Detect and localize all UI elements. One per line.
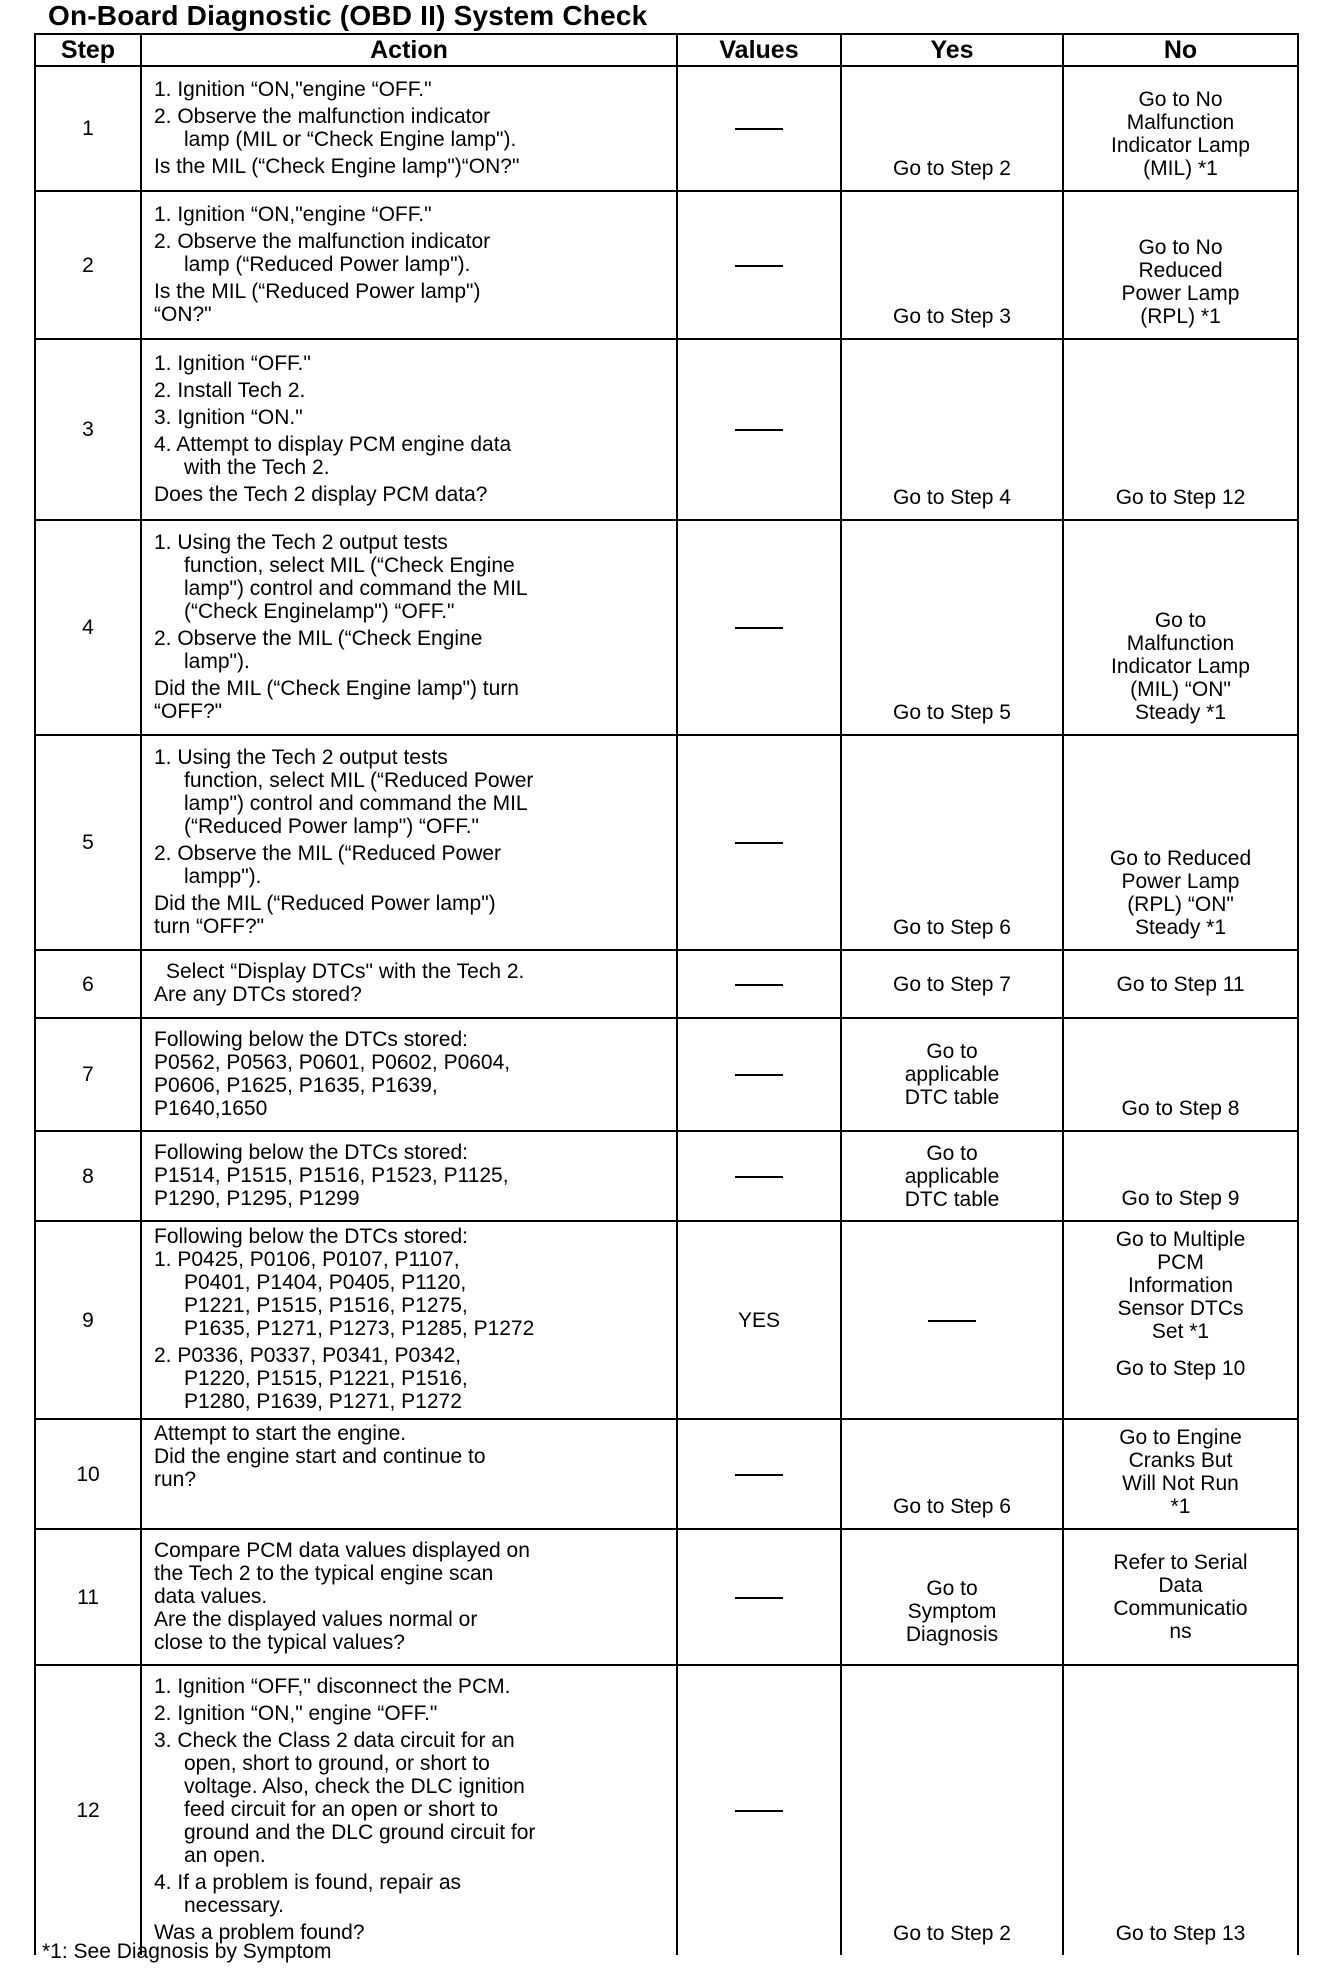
values-cell [677, 735, 841, 950]
yes-cell [841, 339, 1063, 520]
no-text: (RPL) “ON" [1127, 893, 1234, 916]
action-line: Is the MIL (“Check Engine lamp")“ON?" [154, 154, 520, 178]
no-text: ns [1169, 1620, 1192, 1643]
action-line: 4. If a problem is found, repair as [154, 1871, 461, 1894]
action-line: lamp") control and command the MIL [184, 576, 528, 600]
yes-text: Go to Step 2 [893, 1922, 1011, 1945]
table-row [35, 520, 1298, 735]
yes-cell [841, 950, 1063, 1018]
action-line: Following below the DTCs stored: [154, 1225, 468, 1248]
action-line: Is the MIL (“Reduced Power lamp") [154, 279, 481, 303]
no-cell [1063, 1131, 1298, 1221]
action-line: run? [154, 1468, 197, 1491]
action-line: 1. Ignition “ON,"engine “OFF." [154, 202, 432, 226]
action-line: Did the MIL (“Check Engine lamp") turn [154, 676, 519, 700]
no-text: Information [1127, 1274, 1234, 1297]
step-number: 2 [35, 191, 141, 339]
step-number: 3 [35, 339, 141, 520]
step-number: 12 [35, 1665, 141, 1955]
table-header-row [35, 34, 1298, 66]
action-line: with the Tech 2. [184, 455, 330, 479]
dash-mark [735, 1597, 783, 1599]
action-line: 2. P0336, P0337, P0341, P0342, [154, 1344, 462, 1367]
no-text: Will Not Run [1122, 1472, 1239, 1495]
no-cell [1063, 1529, 1298, 1665]
yes-cell [841, 191, 1063, 339]
yes-cell [841, 1419, 1063, 1529]
values-cell [677, 191, 841, 339]
action-line: P1220, P1515, P1221, P1516, [184, 1367, 468, 1390]
yes-text: Diagnosis [905, 1622, 999, 1646]
action-line: 2. Install Tech 2. [154, 378, 306, 402]
dash-mark [735, 1810, 783, 1812]
action-line: P1640,1650 [154, 1096, 268, 1120]
action-line: function, select MIL (“Check Engine [184, 553, 515, 577]
yes-text: applicable [904, 1063, 1000, 1086]
values-cell [677, 1131, 841, 1221]
step-number: 11 [35, 1529, 141, 1665]
action-cell [141, 735, 677, 950]
action-line: (“Reduced Power lamp") “OFF." [184, 814, 479, 838]
values-cell: YES [677, 1221, 841, 1419]
no-text: (MIL) “ON" [1130, 678, 1231, 701]
action-line: data values. [154, 1584, 268, 1608]
dash-mark [735, 627, 783, 629]
page-title: On-Board Diagnostic (OBD II) System Check [48, 0, 648, 31]
action-line: Does the Tech 2 display PCM data? [154, 482, 488, 506]
action-cell [141, 191, 677, 339]
action-cell [141, 520, 677, 735]
action-line: 2. Ignition “ON," engine “OFF." [154, 1702, 438, 1725]
no-text: Reduced [1138, 259, 1223, 282]
values-cell [677, 520, 841, 735]
table-row [35, 339, 1298, 520]
table-row [35, 1018, 1298, 1131]
action-line: 3. Check the Class 2 data circuit for an [154, 1729, 515, 1752]
action-cell [141, 950, 677, 1018]
action-line: Did the MIL (“Reduced Power lamp") [154, 891, 496, 915]
no-text: *1 [1170, 1495, 1191, 1518]
yes-text: Go to Step 2 [893, 157, 1011, 180]
no-text: Refer to Serial [1113, 1551, 1248, 1574]
obd-system-check-table [34, 33, 1299, 1955]
yes-text: DTC table [904, 1187, 1000, 1211]
action-line: voltage. Also, check the DLC ignition [184, 1775, 525, 1798]
no-text: Go to Step 8 [1121, 1097, 1240, 1120]
yes-text: Go to Step 6 [893, 1495, 1011, 1518]
yes-cell [841, 520, 1063, 735]
action-cell [141, 1221, 677, 1419]
action-line: Are the displayed values normal or [154, 1607, 478, 1631]
action-line: feed circuit for an open or short to [184, 1798, 499, 1821]
no-text: Indicator Lamp [1111, 134, 1250, 157]
no-text: Steady *1 [1134, 916, 1227, 939]
action-cell [141, 1665, 677, 1955]
yes-text: Go to [926, 1576, 978, 1600]
footnote: *1: See Diagnosis by Symptom [42, 1940, 332, 1963]
action-line: 2. Observe the MIL (“Reduced Power [154, 841, 502, 865]
yes-cell [841, 1018, 1063, 1131]
action-line: P1514, P1515, P1516, P1523, P1125, [154, 1163, 509, 1187]
no-text: Go to Step 10 [1115, 1357, 1246, 1380]
no-text: Set *1 [1151, 1320, 1210, 1343]
values-cell [677, 1529, 841, 1665]
dash-mark [735, 984, 783, 986]
action-line: P0606, P1625, P1635, P1639, [154, 1073, 438, 1097]
action-line: lampp"). [184, 864, 262, 888]
yes-text: DTC table [904, 1086, 1000, 1109]
no-cell [1063, 735, 1298, 950]
dash-mark [735, 1176, 783, 1178]
no-text: Go to No [1138, 236, 1223, 259]
action-line: Did the engine start and continue to [154, 1445, 486, 1468]
action-line: lamp (“Reduced Power lamp"). [184, 252, 471, 276]
action-line: 2. Observe the malfunction indicator [154, 229, 491, 253]
no-text: Go to Multiple [1115, 1228, 1246, 1251]
yes-text: Go to [926, 1040, 978, 1063]
action-line: 1. P0425, P0106, P0107, P1107, [154, 1248, 460, 1271]
no-text: (MIL) *1 [1143, 157, 1218, 180]
no-text: Go to Step 9 [1121, 1187, 1240, 1210]
action-cell [141, 1529, 677, 1665]
table-row [35, 735, 1298, 950]
values-cell [677, 1665, 841, 1955]
step-number: 1 [35, 66, 141, 191]
action-line: P1290, P1295, P1299 [154, 1186, 360, 1210]
no-text: Communicatio [1113, 1597, 1248, 1620]
action-line: 2. Observe the MIL (“Check Engine [154, 626, 483, 650]
table-row [35, 191, 1298, 339]
yes-cell [841, 1131, 1063, 1221]
yes-text: Go to Step 5 [893, 701, 1011, 724]
action-line: 1. Ignition “OFF." [154, 351, 311, 375]
no-text: Malfunction [1126, 632, 1235, 655]
action-line: P1280, P1639, P1271, P1272 [184, 1390, 462, 1413]
yes-text: Go to [926, 1141, 978, 1165]
action-line: P0401, P1404, P0405, P1120, [184, 1271, 467, 1294]
no-text: Power Lamp [1121, 282, 1240, 305]
table-row [35, 950, 1298, 1018]
yes-text: Symptom [907, 1599, 997, 1623]
no-text: Go to Step 13 [1115, 1922, 1246, 1945]
action-line: ground and the DLC ground circuit for [184, 1821, 536, 1844]
table-row [35, 1529, 1298, 1665]
no-text: Go to Step 12 [1115, 486, 1246, 509]
step-number: 9 [35, 1221, 141, 1419]
values-cell [677, 950, 841, 1018]
values-cell [677, 1419, 841, 1529]
no-cell [1063, 66, 1298, 191]
no-cell [1063, 1419, 1298, 1529]
action-line: close to the typical values? [154, 1630, 405, 1654]
yes-text: Go to Step 6 [893, 916, 1011, 939]
action-line: Select “Display DTCs" with the Tech 2. [166, 960, 525, 983]
table-row [35, 1419, 1298, 1529]
action-cell [141, 1419, 677, 1529]
no-cell [1063, 1018, 1298, 1131]
action-line: P0562, P0563, P0601, P0602, P0604, [154, 1050, 511, 1074]
step-number: 10 [35, 1419, 141, 1529]
action-line: lamp"). [184, 649, 250, 673]
action-line: (“Check Enginelamp") “OFF." [184, 599, 455, 623]
action-line: 1. Using the Tech 2 output tests [154, 530, 448, 554]
yes-cell [841, 735, 1063, 950]
action-line: 1. Using the Tech 2 output tests [154, 745, 448, 769]
dash-mark [735, 265, 783, 267]
action-line: open, short to ground, or short to [184, 1752, 490, 1775]
yes-text: Go to Step 3 [893, 305, 1011, 328]
action-cell [141, 1131, 677, 1221]
dash-mark [735, 842, 783, 844]
dash-mark [735, 1074, 783, 1076]
header-no: No [1063, 34, 1298, 66]
action-line: an open. [184, 1844, 266, 1867]
no-text: (RPL) *1 [1140, 305, 1221, 328]
dash-mark [735, 429, 783, 431]
yes-cell [841, 1221, 1063, 1419]
action-line: Was a problem found? [154, 1921, 365, 1944]
action-line: lamp") control and command the MIL [184, 791, 528, 815]
dash-mark [735, 128, 783, 130]
action-line: necessary. [184, 1894, 284, 1917]
no-text: Indicator Lamp [1111, 655, 1250, 678]
no-cell [1063, 1665, 1298, 1955]
action-line: the Tech 2 to the typical engine scan [154, 1561, 494, 1585]
action-line: 4. Attempt to display PCM engine data [154, 432, 512, 456]
no-text: Sensor DTCs [1117, 1297, 1244, 1320]
yes-text: Go to Step 4 [893, 486, 1011, 509]
action-line: P1635, P1271, P1273, P1285, P1272 [184, 1317, 535, 1340]
no-text: PCM [1157, 1251, 1204, 1274]
no-text: Go to Step 11 [1116, 972, 1245, 996]
action-line: Following below the DTCs stored: [154, 1027, 468, 1051]
yes-cell [841, 66, 1063, 191]
no-cell [1063, 1221, 1298, 1419]
action-line: Compare PCM data values displayed on [154, 1538, 530, 1562]
step-number: 7 [35, 1018, 141, 1131]
values-cell [677, 66, 841, 191]
action-line: “ON?" [154, 302, 212, 326]
action-line: function, select MIL (“Reduced Power [184, 768, 534, 792]
header-values: Values [677, 34, 841, 66]
yes-text: applicable [904, 1164, 1000, 1188]
no-text: Steady *1 [1134, 701, 1227, 724]
table-row [35, 1221, 1298, 1419]
header-action: Action [141, 34, 677, 66]
action-line: Following below the DTCs stored: [154, 1140, 468, 1164]
action-line: “OFF?" [154, 699, 223, 723]
no-text: Go to Engine [1119, 1426, 1242, 1449]
no-text: Malfunction [1126, 111, 1235, 134]
dash-mark [928, 1320, 976, 1322]
no-text: Go to No [1138, 88, 1223, 111]
action-line: turn “OFF?" [154, 914, 265, 938]
action-line: Are any DTCs stored? [154, 983, 362, 1006]
yes-text: Go to Step 7 [893, 972, 1011, 996]
no-cell [1063, 191, 1298, 339]
action-cell [141, 66, 677, 191]
table-row [35, 1131, 1298, 1221]
dash-mark [735, 1474, 783, 1476]
no-cell [1063, 950, 1298, 1018]
action-line: P1221, P1515, P1516, P1275, [184, 1294, 468, 1317]
values-cell [677, 1018, 841, 1131]
step-number: 5 [35, 735, 141, 950]
header-step: Step [35, 34, 141, 66]
step-number: 8 [35, 1131, 141, 1221]
header-yes: Yes [841, 34, 1063, 66]
table-row [35, 66, 1298, 191]
action-cell [141, 1018, 677, 1131]
no-text: Go to [1154, 609, 1207, 632]
action-line: 3. Ignition “ON." [154, 405, 303, 429]
no-cell [1063, 339, 1298, 520]
action-cell [141, 339, 677, 520]
no-cell [1063, 520, 1298, 735]
step-number: 6 [35, 950, 141, 1018]
action-line: 1. Ignition “OFF," disconnect the PCM. [154, 1675, 511, 1698]
action-line: Attempt to start the engine. [154, 1422, 407, 1445]
no-text: Cranks But [1128, 1449, 1233, 1472]
action-line: 1. Ignition “ON,"engine “OFF." [154, 77, 432, 101]
table-row [35, 1665, 1298, 1955]
yes-cell [841, 1665, 1063, 1955]
no-text: Data [1158, 1574, 1203, 1597]
yes-cell [841, 1529, 1063, 1665]
values-cell [677, 339, 841, 520]
no-text: Power Lamp [1121, 870, 1240, 893]
step-number: 4 [35, 520, 141, 735]
action-line: lamp (MIL or “Check Engine lamp"). [184, 127, 517, 151]
no-text: Go to Reduced [1109, 847, 1252, 870]
action-line: 2. Observe the malfunction indicator [154, 104, 491, 128]
